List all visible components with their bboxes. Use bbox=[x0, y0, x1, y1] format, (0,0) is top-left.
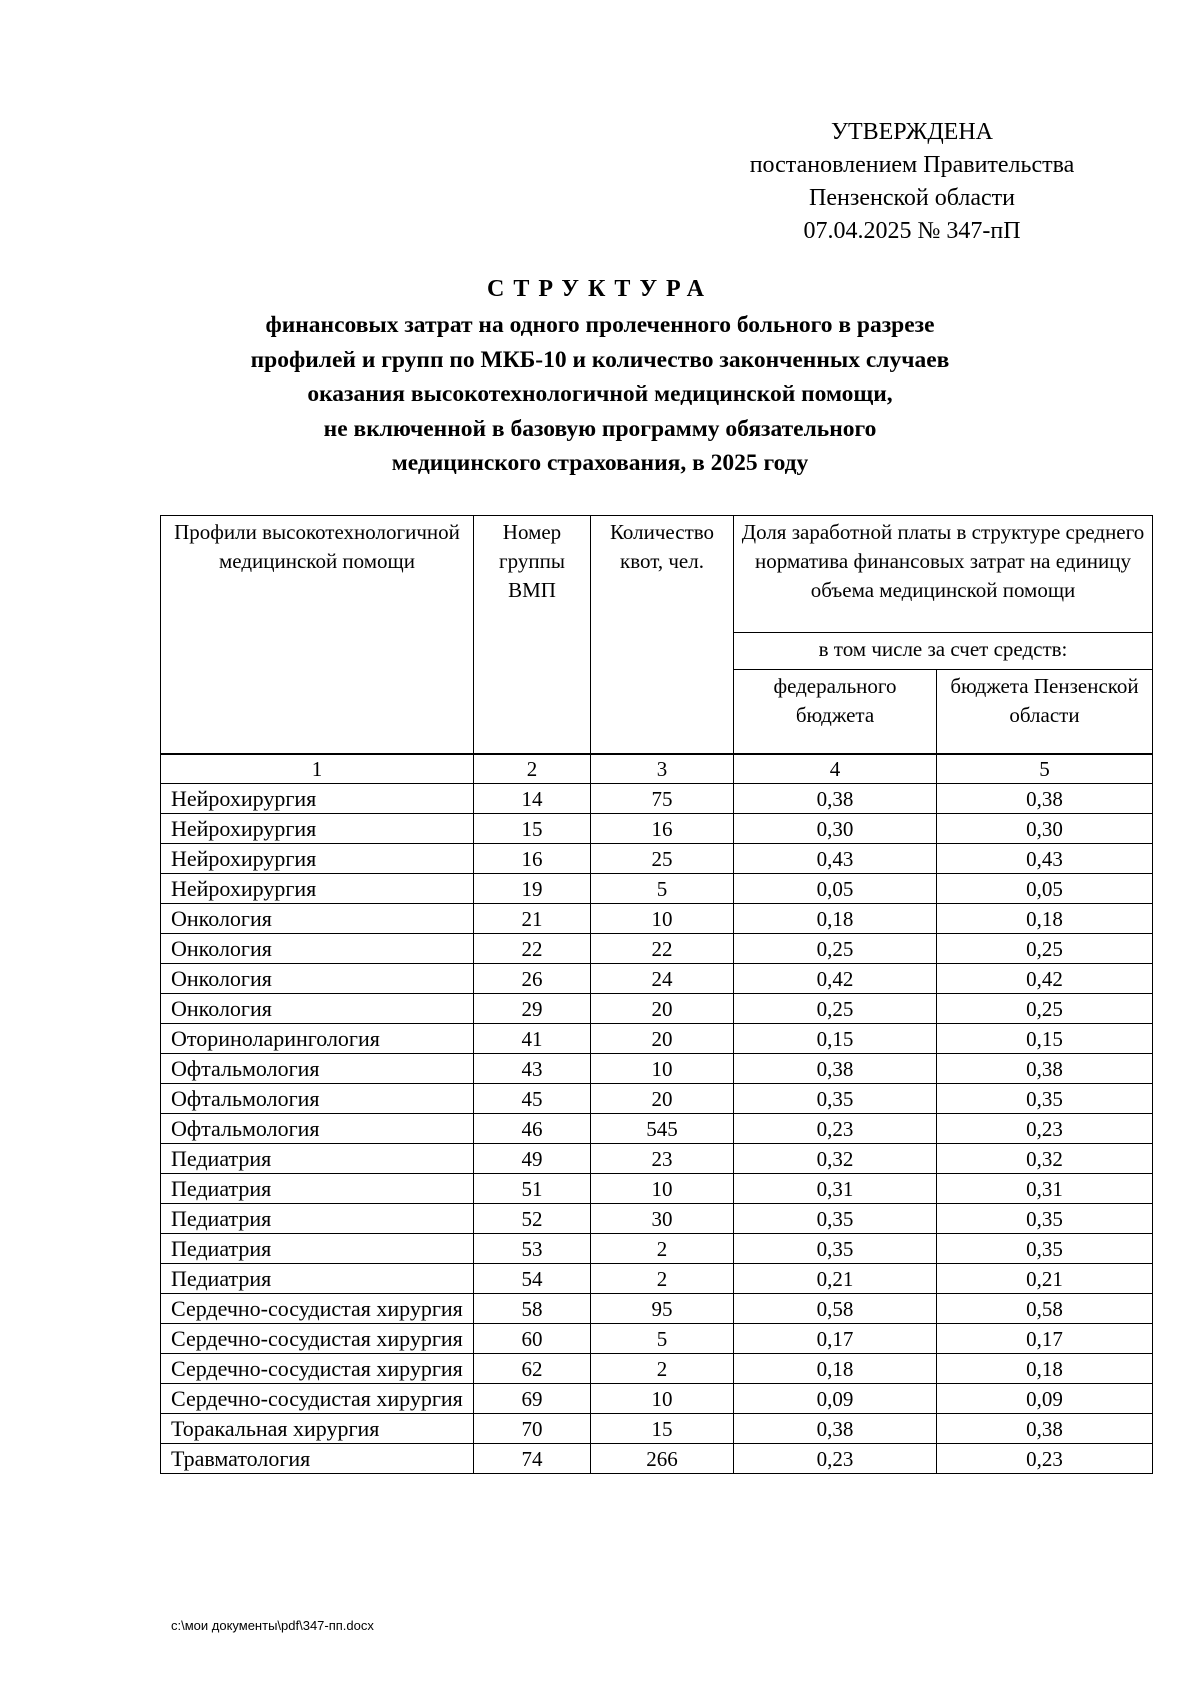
table-row bbox=[161, 874, 1153, 904]
cell-federal-share: 0,25 bbox=[734, 934, 937, 964]
cell-profile: Педиатрия bbox=[161, 1264, 474, 1294]
cell-federal-share: 0,31 bbox=[734, 1174, 937, 1204]
cell-profile: Педиатрия bbox=[161, 1234, 474, 1264]
table-row bbox=[161, 1294, 1153, 1324]
table-row bbox=[161, 1414, 1153, 1444]
table-row bbox=[161, 784, 1153, 814]
cell-group: 15 bbox=[474, 814, 591, 844]
cell-federal-share: 0,30 bbox=[734, 814, 937, 844]
cell-quota: 25 bbox=[591, 844, 734, 874]
cell-quota: 2 bbox=[591, 1264, 734, 1294]
cell-federal-share: 0,35 bbox=[734, 1234, 937, 1264]
cell-group: 41 bbox=[474, 1024, 591, 1054]
approval-date-number: 07.04.2025 № 347-пП bbox=[803, 218, 1021, 244]
column-number: 5 bbox=[937, 754, 1153, 784]
cell-group: 62 bbox=[474, 1354, 591, 1384]
cell-regional-share: 0,38 bbox=[937, 1414, 1153, 1444]
cell-profile: Травматология bbox=[161, 1444, 474, 1474]
cell-group: 51 bbox=[474, 1174, 591, 1204]
header-including: в том числе за счет средств: bbox=[734, 633, 1153, 670]
table-row bbox=[161, 1174, 1153, 1204]
table-row bbox=[161, 1204, 1153, 1234]
cell-regional-share: 0,25 bbox=[937, 994, 1153, 1024]
table-row bbox=[161, 1144, 1153, 1174]
cell-group: 53 bbox=[474, 1234, 591, 1264]
cell-quota: 10 bbox=[591, 1174, 734, 1204]
header-quota: Количество квот, чел. bbox=[591, 516, 734, 755]
cell-group: 58 bbox=[474, 1294, 591, 1324]
cell-group: 46 bbox=[474, 1114, 591, 1144]
cell-group: 69 bbox=[474, 1384, 591, 1414]
table-body bbox=[161, 784, 1153, 1474]
data-table-container bbox=[160, 515, 1152, 1474]
cell-regional-share: 0,18 bbox=[937, 904, 1153, 934]
cell-quota: 95 bbox=[591, 1294, 734, 1324]
subtitle-line: профилей и групп по МКБ-10 и количество законченных случаев bbox=[250, 346, 950, 373]
cell-federal-share: 0,05 bbox=[734, 874, 937, 904]
subtitle-line: медицинского страхования, в 2025 году bbox=[391, 450, 809, 476]
cell-group: 52 bbox=[474, 1204, 591, 1234]
table-row bbox=[161, 904, 1153, 934]
cell-group: 70 bbox=[474, 1414, 591, 1444]
cell-profile: Онкология bbox=[161, 904, 474, 934]
approval-authority: постановлением Правительства bbox=[749, 152, 1075, 178]
cell-profile: Нейрохирургия bbox=[161, 784, 474, 814]
table-header bbox=[161, 516, 1153, 755]
cell-regional-share: 0,15 bbox=[937, 1024, 1153, 1054]
cell-group: 74 bbox=[474, 1444, 591, 1474]
cell-quota: 2 bbox=[591, 1354, 734, 1384]
cell-quota: 2 bbox=[591, 1234, 734, 1264]
cell-quota: 75 bbox=[591, 784, 734, 814]
cell-profile: Сердечно-сосудистая хирургия bbox=[161, 1294, 474, 1324]
cell-profile: Сердечно-сосудистая хирургия bbox=[161, 1324, 474, 1354]
cell-profile: Педиатрия bbox=[161, 1174, 474, 1204]
table-row bbox=[161, 964, 1153, 994]
cell-regional-share: 0,31 bbox=[937, 1174, 1153, 1204]
cell-quota: 20 bbox=[591, 1024, 734, 1054]
cell-group: 29 bbox=[474, 994, 591, 1024]
cell-group: 43 bbox=[474, 1054, 591, 1084]
column-number: 1 bbox=[161, 754, 474, 784]
subtitle-line: финансовых затрат на одного пролеченного больного в разрезе bbox=[265, 312, 935, 338]
cell-quota: 545 bbox=[591, 1114, 734, 1144]
cell-group: 49 bbox=[474, 1144, 591, 1174]
column-number: 2 bbox=[474, 754, 591, 784]
cell-federal-share: 0,35 bbox=[734, 1084, 937, 1114]
cell-profile: Офтальмология bbox=[161, 1114, 474, 1144]
column-numbers-row bbox=[161, 754, 1153, 784]
cell-regional-share: 0,38 bbox=[937, 784, 1153, 814]
cell-profile: Офтальмология bbox=[161, 1054, 474, 1084]
cell-quota: 22 bbox=[591, 934, 734, 964]
cell-regional-share: 0,35 bbox=[937, 1084, 1153, 1114]
cell-regional-share: 0,32 bbox=[937, 1144, 1153, 1174]
cell-federal-share: 0,21 bbox=[734, 1264, 937, 1294]
cell-federal-share: 0,32 bbox=[734, 1144, 937, 1174]
cell-group: 45 bbox=[474, 1084, 591, 1114]
header-salary-share: Доля заработной платы в структуре среднего норматива финансовых затрат на единицу объема медицинской помощи bbox=[734, 516, 1153, 633]
table-row bbox=[161, 1234, 1153, 1264]
cell-group: 26 bbox=[474, 964, 591, 994]
cell-federal-share: 0,42 bbox=[734, 964, 937, 994]
header-group: Номер группы ВМП bbox=[474, 516, 591, 755]
cell-federal-share: 0,23 bbox=[734, 1114, 937, 1144]
cell-profile: Педиатрия bbox=[161, 1204, 474, 1234]
cell-federal-share: 0,38 bbox=[734, 784, 937, 814]
cell-regional-share: 0,38 bbox=[937, 1054, 1153, 1084]
cell-profile: Торакальная хирургия bbox=[161, 1414, 474, 1444]
cell-federal-share: 0,25 bbox=[734, 994, 937, 1024]
cell-group: 19 bbox=[474, 874, 591, 904]
table-row bbox=[161, 994, 1153, 1024]
subtitle-line: не включенной в базовую программу обязательного bbox=[323, 415, 877, 442]
footer-file-path: c:\мои документы\pdf\347-пп.docx bbox=[171, 1618, 374, 1633]
table-row bbox=[161, 1354, 1153, 1384]
document-title: СТРУКТУРА bbox=[487, 276, 713, 302]
cell-regional-share: 0,35 bbox=[937, 1234, 1153, 1264]
table-row bbox=[161, 1024, 1153, 1054]
column-number: 4 bbox=[734, 754, 937, 784]
cell-profile: Нейрохирургия bbox=[161, 814, 474, 844]
table-row bbox=[161, 1324, 1153, 1354]
cell-quota: 23 bbox=[591, 1144, 734, 1174]
vmp-structure-table bbox=[160, 515, 1153, 1474]
table-row bbox=[161, 1264, 1153, 1294]
table-row bbox=[161, 844, 1153, 874]
cell-profile: Сердечно-сосудистая хирургия bbox=[161, 1384, 474, 1414]
cell-regional-share: 0,25 bbox=[937, 934, 1153, 964]
cell-regional-share: 0,42 bbox=[937, 964, 1153, 994]
cell-regional-share: 0,23 bbox=[937, 1444, 1153, 1474]
cell-quota: 16 bbox=[591, 814, 734, 844]
cell-regional-share: 0,17 bbox=[937, 1324, 1153, 1354]
cell-federal-share: 0,15 bbox=[734, 1024, 937, 1054]
cell-profile: Онкология bbox=[161, 964, 474, 994]
cell-profile: Педиатрия bbox=[161, 1144, 474, 1174]
cell-quota: 15 bbox=[591, 1414, 734, 1444]
cell-group: 22 bbox=[474, 934, 591, 964]
cell-quota: 30 bbox=[591, 1204, 734, 1234]
cell-quota: 20 bbox=[591, 1084, 734, 1114]
cell-federal-share: 0,58 bbox=[734, 1294, 937, 1324]
cell-federal-share: 0,17 bbox=[734, 1324, 937, 1354]
cell-regional-share: 0,58 bbox=[937, 1294, 1153, 1324]
table-row bbox=[161, 1444, 1153, 1474]
cell-quota: 266 bbox=[591, 1444, 734, 1474]
cell-regional-share: 0,30 bbox=[937, 814, 1153, 844]
approval-status: УТВЕРЖДЕНА bbox=[830, 119, 994, 145]
cell-group: 54 bbox=[474, 1264, 591, 1294]
cell-federal-share: 0,18 bbox=[734, 1354, 937, 1384]
cell-federal-share: 0,35 bbox=[734, 1204, 937, 1234]
cell-group: 60 bbox=[474, 1324, 591, 1354]
cell-quota: 5 bbox=[591, 1324, 734, 1354]
cell-quota: 20 bbox=[591, 994, 734, 1024]
cell-profile: Онкология bbox=[161, 994, 474, 1024]
cell-quota: 10 bbox=[591, 904, 734, 934]
cell-group: 14 bbox=[474, 784, 591, 814]
cell-group: 21 bbox=[474, 904, 591, 934]
cell-federal-share: 0,18 bbox=[734, 904, 937, 934]
cell-quota: 5 bbox=[591, 874, 734, 904]
cell-profile: Нейрохирургия bbox=[161, 844, 474, 874]
cell-profile: Онкология bbox=[161, 934, 474, 964]
cell-profile: Офтальмология bbox=[161, 1084, 474, 1114]
cell-quota: 24 bbox=[591, 964, 734, 994]
column-number: 3 bbox=[591, 754, 734, 784]
cell-regional-share: 0,23 bbox=[937, 1114, 1153, 1144]
cell-group: 16 bbox=[474, 844, 591, 874]
document-subtitle bbox=[160, 308, 1040, 481]
document-title-block bbox=[160, 272, 1040, 481]
table-row bbox=[161, 1054, 1153, 1084]
cell-federal-share: 0,23 bbox=[734, 1444, 937, 1474]
cell-profile: Нейрохирургия bbox=[161, 874, 474, 904]
table-row bbox=[161, 1384, 1153, 1414]
cell-quota: 10 bbox=[591, 1384, 734, 1414]
header-profile: Профили высокотехнологичной медицинской помощи bbox=[161, 516, 474, 755]
subtitle-line: оказания высокотехнологичной медицинской помощи, bbox=[307, 381, 893, 407]
table-row bbox=[161, 934, 1153, 964]
cell-quota: 10 bbox=[591, 1054, 734, 1084]
approval-block bbox=[712, 116, 1112, 248]
cell-profile: Сердечно-сосудистая хирургия bbox=[161, 1354, 474, 1384]
approval-region: Пензенской области bbox=[809, 185, 1015, 211]
cell-regional-share: 0,09 bbox=[937, 1384, 1153, 1414]
cell-regional-share: 0,18 bbox=[937, 1354, 1153, 1384]
cell-regional-share: 0,05 bbox=[937, 874, 1153, 904]
header-regional: бюджета Пензенской области bbox=[937, 670, 1153, 755]
cell-federal-share: 0,38 bbox=[734, 1414, 937, 1444]
cell-federal-share: 0,38 bbox=[734, 1054, 937, 1084]
cell-federal-share: 0,09 bbox=[734, 1384, 937, 1414]
header-federal: федерального бюджета bbox=[734, 670, 937, 755]
cell-federal-share: 0,43 bbox=[734, 844, 937, 874]
table-row bbox=[161, 1084, 1153, 1114]
cell-regional-share: 0,35 bbox=[937, 1204, 1153, 1234]
table-row bbox=[161, 814, 1153, 844]
cell-profile: Оториноларингология bbox=[161, 1024, 474, 1054]
cell-regional-share: 0,43 bbox=[937, 844, 1153, 874]
table-row bbox=[161, 1114, 1153, 1144]
cell-regional-share: 0,21 bbox=[937, 1264, 1153, 1294]
